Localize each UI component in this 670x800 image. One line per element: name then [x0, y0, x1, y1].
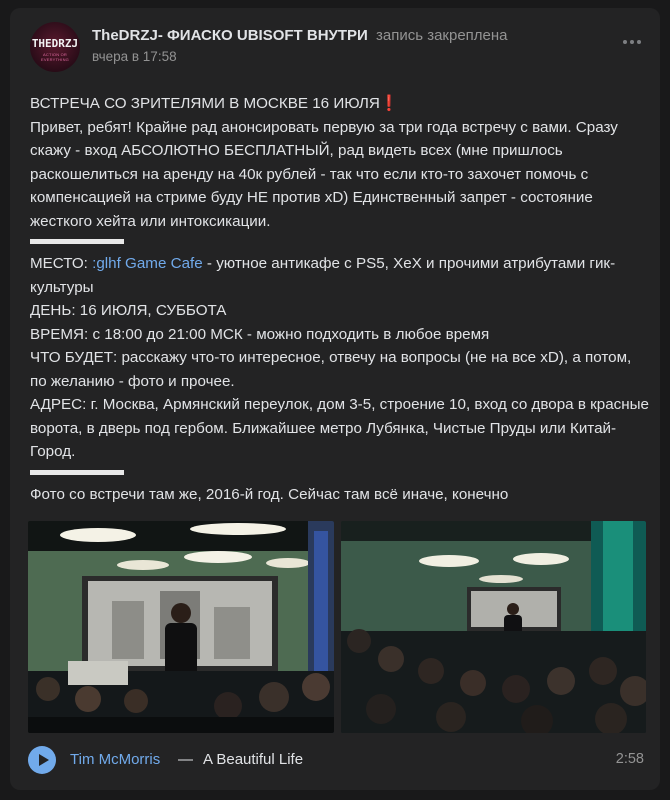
headline: ВСТРЕЧА СО ЗРИТЕЛЯМИ В МОСКВЕ 16 ИЮЛЯ❗	[30, 95, 399, 112]
address-line: АДРЕС: г. Москва, Армянский переулок, дом 3-5, строение 10, вход со двора в красные ворота, в дверь под гербом. Ближайшее метро Лубянка, Чистые Пруды или Китай-Город.	[30, 396, 649, 460]
place-line: МЕСТО: :glhf Game Cafe - уютное антикафе с PS5, XeX и прочими атрибутами гик-культуры	[30, 255, 616, 296]
divider	[30, 470, 124, 475]
what-line: ЧТО БУДЕТ: расскажу что-то интересное, отвечу на вопросы (не на все xD), а потом, по желанию - фото и прочее.	[30, 349, 632, 390]
photo-1[interactable]	[28, 521, 334, 733]
audio-separator: —	[178, 751, 193, 768]
photo-caption: Фото со встречи там же, 2016-й год. Сейчас там всё иначе, конечно	[30, 485, 509, 503]
day-line: ДЕНЬ: 16 ИЮЛЯ, СУББОТА	[30, 302, 227, 319]
audio-duration: 2:58	[615, 751, 644, 767]
divider	[30, 239, 124, 244]
post-text	[30, 92, 650, 506]
photo-2[interactable]	[341, 521, 646, 733]
time-line: ВРЕМЯ: с 18:00 до 21:00 МСК - можно подходить в любое время	[30, 325, 490, 343]
exclamation-icon: ❗	[379, 95, 399, 112]
pinned-label: запись закреплена	[375, 27, 508, 44]
audio-artist[interactable]: Tim McMorris	[70, 751, 161, 768]
avatar-logo-text: THEDRZJ	[31, 37, 79, 50]
audio-attachment	[28, 746, 644, 774]
intro-paragraph: Привет, ребят! Крайне рад анонсировать первую за три года встречу с вами. Сразу скажу - вход АБСОЛЮТНО БЕСПЛАТНЫЙ, рад видеть всех (мне пришлось раскошелиться на аренду на 40к рублей - так что если кто-то захочет помочь с компенсацией на стриме буду НЕ против xD) Единственный запрет - состояние жесткого хейта или интоксикации.	[30, 118, 618, 230]
author-name[interactable]: TheDRZJ- ФИАСКО UBISOFT ВНУТРИ	[92, 27, 368, 44]
play-icon[interactable]	[28, 746, 56, 774]
post-time[interactable]: вчера в 17:58	[92, 49, 177, 64]
post-header	[30, 22, 640, 74]
place-link[interactable]: :glhf Game Cafe	[92, 255, 203, 272]
photo-gallery	[28, 521, 656, 733]
audio-title[interactable]: A Beautiful Life	[203, 751, 304, 768]
post-card	[10, 8, 660, 790]
avatar[interactable]	[30, 22, 80, 72]
avatar-logo-subtitle: ACTION OR EVERYTHING	[41, 52, 69, 62]
more-dots-icon[interactable]	[620, 32, 644, 52]
author-line	[92, 27, 508, 44]
